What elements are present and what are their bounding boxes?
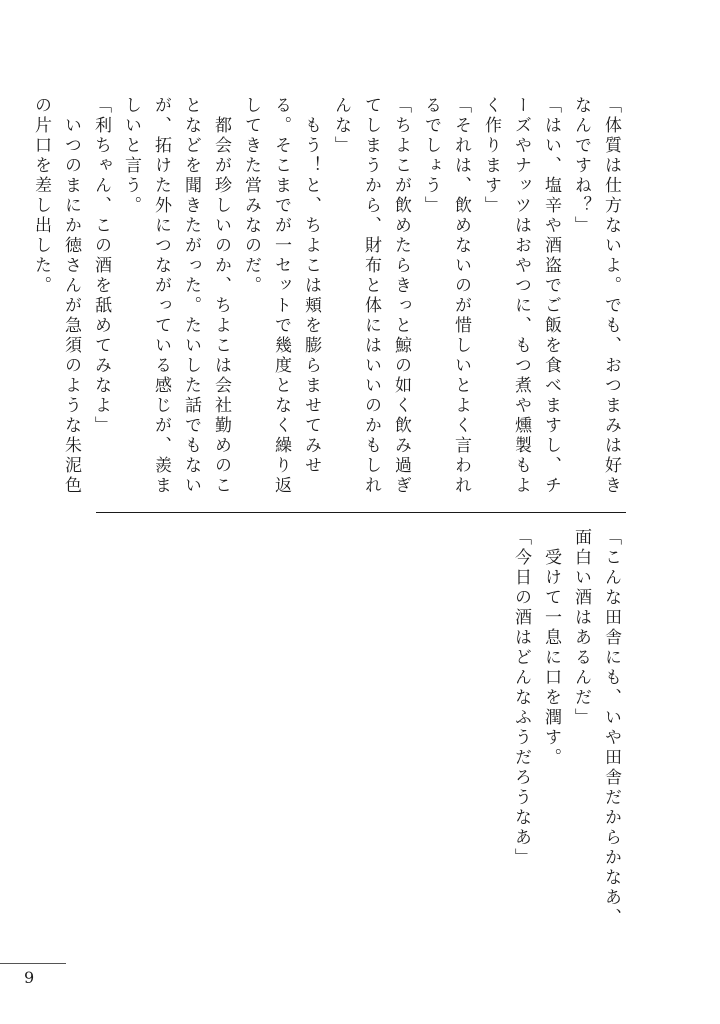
paragraph: 受けて一息に口を潤す。 [541, 528, 561, 768]
upper-text-block [31, 96, 626, 496]
paragraph: 「体質は仕方ないよ。でも、おつまみは好きなんですね？」 [571, 96, 621, 496]
paragraph: いつのまにか徳さんが急須のような朱泥色の片口を差し出した。 [31, 96, 81, 496]
page-number-rule [0, 963, 66, 964]
paragraph: 「ちよこが飲めたらきっと鯨の如く飲み過ぎてしまうから、財布と体にはいいのかもしれんな」 [331, 96, 411, 496]
paragraph: 「それは、飲めないのが惜しいとよく言われるでしょう」 [421, 96, 471, 496]
section-separator [96, 512, 626, 513]
paragraph: もう！と、ちよこは頬を膨らませてみせる。そこまでが一セットで幾度となく繰り返してきた営みなのだ。 [241, 96, 321, 496]
paragraph: 「利ちゃん、この酒を舐めてみなよ」 [91, 96, 111, 436]
lower-text-block [511, 528, 626, 928]
paragraph: 「こんな田舎にも、いや田舎だからかなあ、面白い酒はあるんだ」 [571, 528, 621, 928]
page-number: 9 [24, 968, 35, 987]
paragraph: 「今日の酒はどんなふうだろうなあ」 [511, 528, 531, 868]
paragraph: 「はい、塩辛や酒盗でご飯を食べますし、チーズやナッツはおやつに、もつ煮や燻製もよく作ります」 [481, 96, 561, 496]
paragraph: 都会が珍しいのか、ちよこは会社勤めのことなどを聞きたがった。たいした話でもないが、拓けた外につながっている感じが、羨ましいと言う。 [121, 96, 231, 496]
